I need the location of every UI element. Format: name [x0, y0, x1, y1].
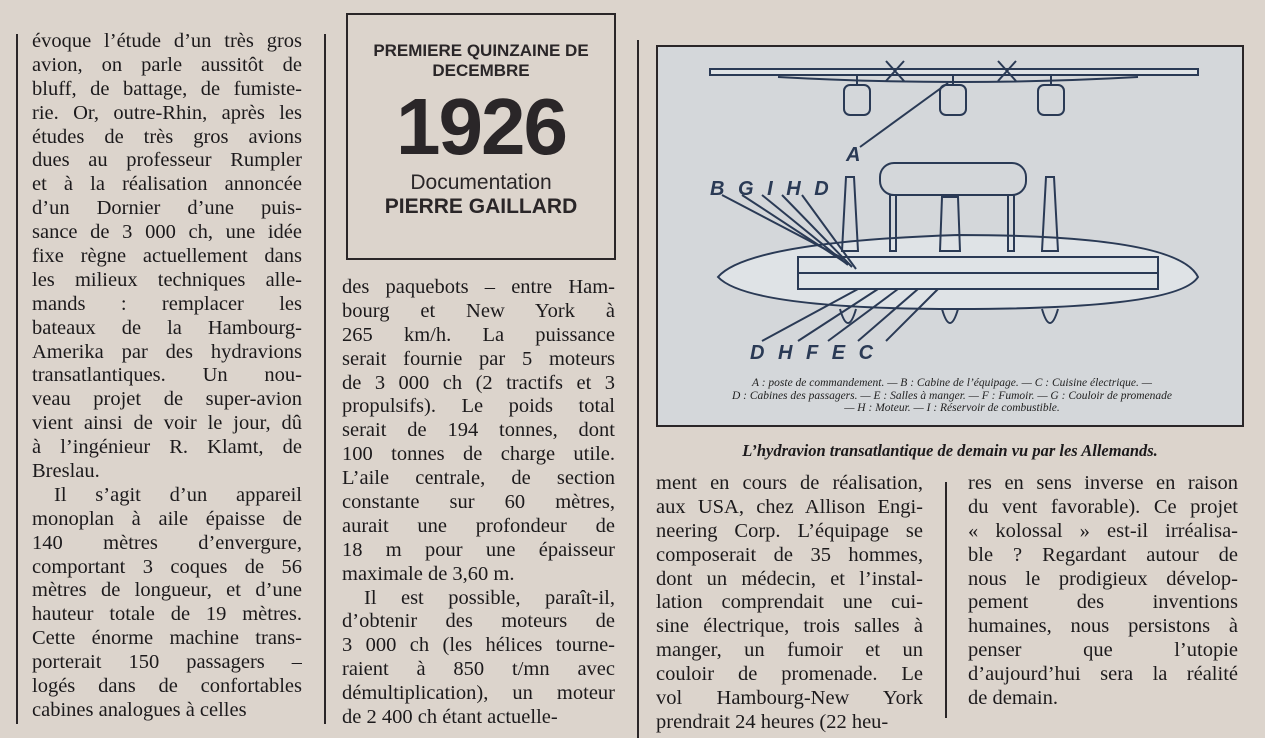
legend-line: — H : Moteur. — I : Réservoir de combustible. — [844, 402, 1060, 414]
figure-legend — [662, 377, 1242, 415]
text-line: Amerika par des hydravions — [32, 340, 302, 363]
label-row-2: D H F E C — [750, 342, 878, 364]
column-rule-4 — [945, 482, 947, 718]
text-line: études de très gros avions — [32, 125, 302, 148]
text-line: dont un médecin, et l’instal- — [656, 567, 923, 590]
text-line: mands : remplacer les — [32, 292, 302, 315]
seaplane-figure — [656, 45, 1244, 427]
text-line: Cette énorme machine trans- — [32, 627, 302, 650]
text-line: aux USA, chez Allison Engi- — [656, 495, 923, 518]
text-line: vient ainsi de voir le jour, dû — [32, 412, 302, 435]
text-line: Il s’agit d’un appareil — [54, 483, 302, 506]
text-line: mètres de longueur, et d’une — [32, 579, 302, 602]
text-line: L’aile centrale, de section — [342, 467, 615, 490]
text-line: hauteur totale de 19 mètres. — [32, 603, 302, 626]
text-line: dues au professeur Rumpler — [32, 149, 302, 172]
text-line: sine électrique, trois salles à — [656, 615, 923, 638]
text-line: bourg et New York à — [342, 299, 615, 322]
text-line: nous le prodigieux dévelop- — [968, 567, 1238, 590]
text-line: et à la réalisation annoncée — [32, 173, 302, 196]
text-line: constante sur 60 mètres, — [342, 491, 615, 514]
column-rule-1 — [16, 34, 18, 724]
text-line: 3 000 ch (les hélices tourne- — [342, 634, 615, 657]
legend-line: A : poste de commandement. — B : Cabine de l’équipage. — C : Cuisine électrique. — — [752, 377, 1152, 389]
text-line: serait de 194 tonnes, dont — [342, 419, 615, 442]
text-line: rie. Or, outre-Rhin, après les — [32, 101, 302, 124]
documentation-label: Documentation — [410, 171, 552, 194]
text-line: ment en cours de réalisation, — [656, 472, 923, 494]
text-line: raient à 850 t/mn avec — [342, 658, 615, 681]
text-line: monoplan à aile épaisse de — [32, 507, 302, 530]
text-line: Il est possible, paraît-il, — [364, 586, 615, 609]
column-rule-3 — [637, 40, 639, 738]
text-line: neering Corp. L’équipage se — [656, 519, 923, 542]
figure-caption: L’hydravion transatlantique de demain vu par les Allemands. — [742, 441, 1158, 460]
text-line: bateaux de la Hambourg- — [32, 316, 302, 339]
article-column-2 — [342, 276, 615, 730]
text-line: 100 tonnes de charge utile. — [342, 443, 615, 466]
text-line: res en sens inverse en raison — [968, 472, 1238, 494]
text-line: comportant 3 coques de 56 — [32, 555, 302, 578]
text-line: 265 km/h. La puissance — [342, 323, 615, 346]
text-line: serait fournie par 5 moteurs — [342, 347, 615, 370]
text-line: à l’ingénieur R. Klamt, de — [32, 436, 302, 459]
author-name: PIERRE GAILLARD — [384, 195, 578, 218]
text-line: veau projet de super-avion — [32, 388, 302, 411]
text-line: cabines analogues à celles — [32, 698, 247, 721]
text-line: démultiplication), un moteur — [342, 682, 615, 705]
text-line: humaines, nous persistons à — [968, 615, 1238, 638]
label-a: A — [846, 144, 861, 166]
article-column-3 — [656, 472, 923, 735]
text-line: d’obtenir des moteurs de — [342, 610, 615, 633]
text-line: prendrait 24 heures (22 heu- — [656, 710, 889, 733]
issue-period: PREMIERE QUINZAINE DE DECEMBRE — [373, 41, 589, 80]
text-line: 18 m pour une épaisseur — [342, 538, 615, 561]
text-line: de 2 400 ch étant actuelle- — [342, 706, 558, 729]
text-line: propulsifs). Le poids total — [342, 395, 615, 418]
column-rule-2 — [324, 34, 326, 724]
issue-year: 1926 — [396, 82, 566, 171]
text-line: bluff, de battage, de fumiste- — [32, 77, 302, 100]
text-line: maximale de 3,60 m. — [342, 562, 515, 585]
article-column-1 — [32, 30, 302, 723]
text-line: pement des inventions — [968, 591, 1238, 614]
text-line: vol Hambourg-New York — [656, 687, 923, 710]
legend-line: D : Cabines des passagers. — E : Salles à manger. — F : Fumoir. — G : Couloir de promenade — [731, 389, 1173, 402]
text-line: du vent favorable). Ce projet — [968, 495, 1238, 518]
text-line: évoque l’étude d’un très gros — [32, 30, 302, 52]
text-line: les milieux techniques alle- — [32, 268, 302, 291]
text-line: 140 mètres d’envergure, — [32, 531, 302, 554]
text-line: de demain. — [968, 687, 1058, 710]
text-line: penser que l’utopie — [968, 639, 1238, 662]
text-line: manger, un fumoir et un — [656, 639, 923, 662]
text-line: ble ? Regardant autour de — [968, 543, 1238, 566]
seaplane-drawing — [658, 47, 1242, 377]
text-line: lation comprendait une cui- — [656, 591, 923, 614]
text-line: composerait de 35 hommes, — [656, 543, 923, 566]
text-line: logés dans de confortables — [32, 675, 302, 698]
text-line: de 3 000 ch (2 tractifs et 3 — [342, 371, 615, 394]
text-line: porterait 150 passagers – — [32, 651, 302, 674]
text-line: « kolossal » est-il irréalisa- — [968, 519, 1238, 542]
text-line: aurait une profondeur de — [342, 514, 615, 537]
label-row-1: B G I H D — [710, 178, 833, 200]
text-line: transatlantiques. Un nou- — [32, 364, 302, 387]
article-column-4 — [968, 472, 1238, 711]
text-line: avion, on parle aussitôt de — [32, 53, 302, 76]
text-line: couloir de promenade. Le — [656, 663, 923, 686]
text-line: d’aujourd’hui sera la réalité — [968, 663, 1238, 686]
text-line: des paquebots – entre Ham- — [342, 276, 615, 298]
text-line: Breslau. — [32, 460, 100, 483]
text-line: d’un Dornier d’une puis- — [32, 197, 302, 220]
issue-header-box — [346, 13, 616, 260]
text-line: fixe règne actuellement dans — [32, 245, 302, 268]
text-line: sance de 3 000 ch, une idée — [32, 221, 302, 244]
